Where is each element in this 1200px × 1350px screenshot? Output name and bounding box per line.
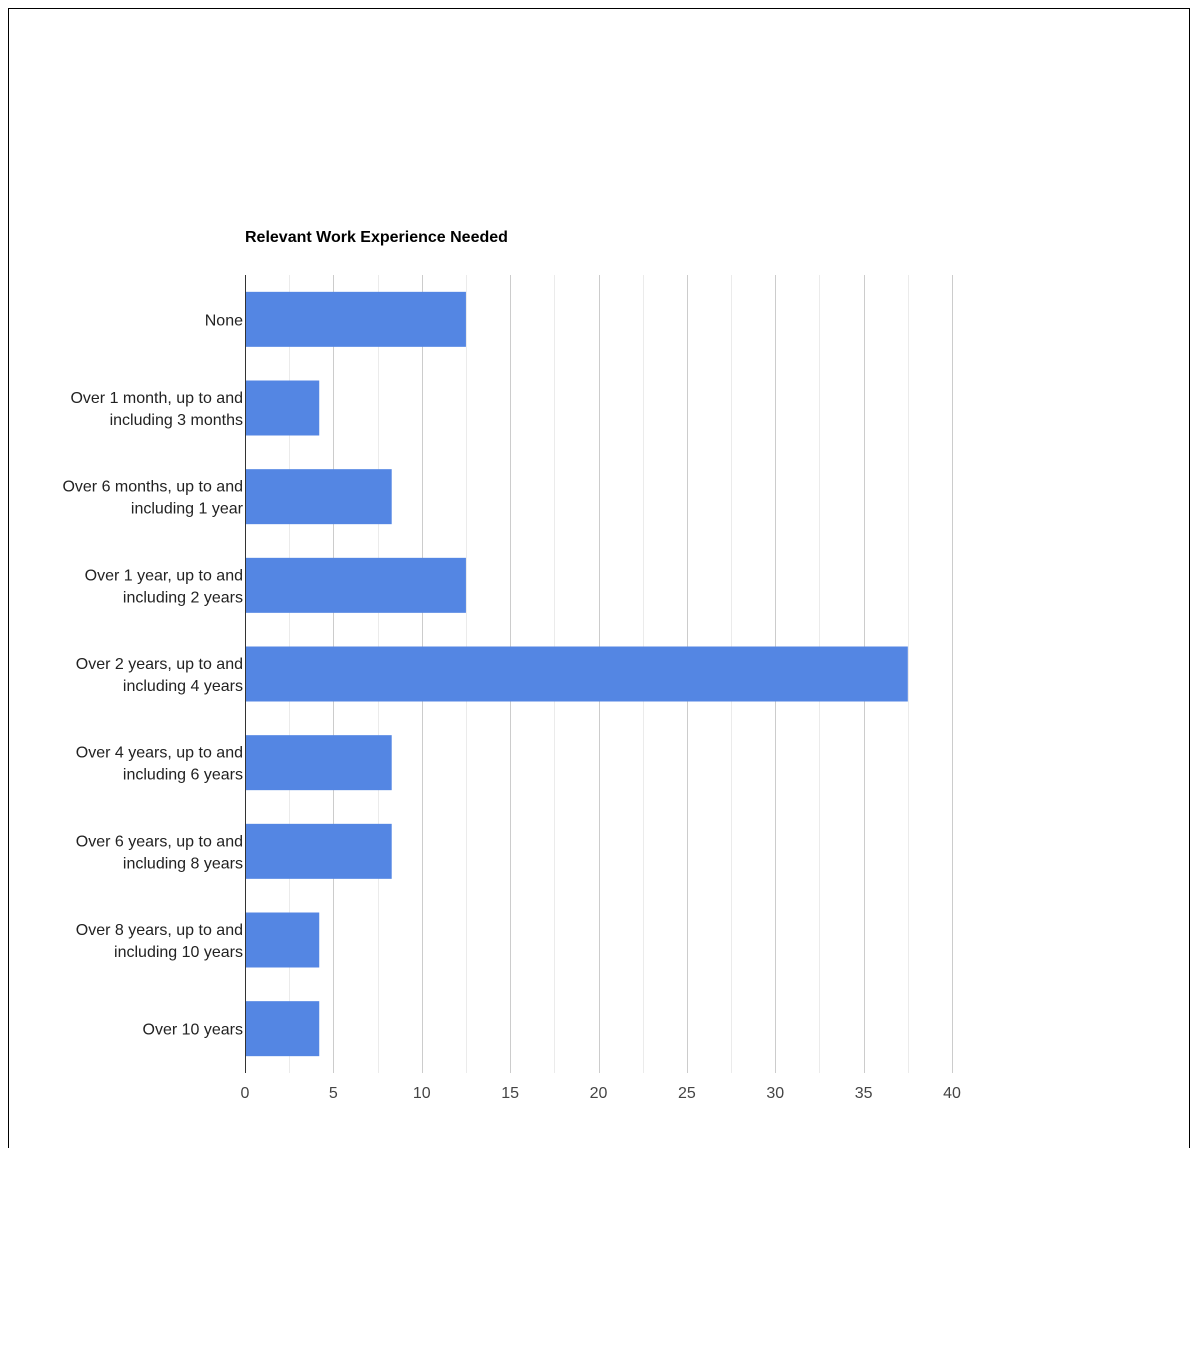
x-tick-label: 10 — [412, 1085, 431, 1102]
category-label-3 — [62, 479, 243, 518]
category-label-line: including 8 years — [122, 855, 243, 873]
category-label-line: including 3 months — [109, 412, 243, 429]
x-tick-label: 35 — [854, 1085, 873, 1102]
chart-title: Relevant Work Experience Needed — [245, 229, 508, 246]
bar-9 — [245, 1001, 319, 1056]
x-tick-label: 5 — [328, 1085, 338, 1102]
category-label-6 — [76, 745, 243, 784]
bar-6 — [245, 735, 392, 790]
category-label-line: including 6 years — [122, 766, 243, 784]
category-label-line: Over 8 years, up to and — [75, 922, 243, 939]
category-label-9 — [143, 1022, 243, 1039]
category-label-line: Over 2 years, up to and — [75, 656, 243, 673]
bar-3 — [245, 469, 392, 524]
category-label-5 — [76, 656, 243, 695]
category-label-line: including 10 years — [114, 944, 243, 961]
x-tick-label: 15 — [501, 1085, 520, 1102]
category-label-line: None — [204, 312, 243, 330]
bar-8 — [245, 913, 319, 968]
category-label-line: Over 1 year, up to and — [84, 567, 243, 585]
category-label-line: Over 6 months, up to and — [62, 478, 243, 496]
category-label-line: including 4 years — [122, 678, 243, 695]
category-label-1 — [205, 312, 243, 329]
bar-2 — [245, 381, 319, 436]
category-label-2 — [70, 390, 243, 429]
x-tick-label: 30 — [766, 1085, 785, 1102]
category-label-line: Over 6 years, up to and — [75, 833, 243, 851]
category-label-line: including 1 year — [130, 500, 243, 518]
bar-5 — [245, 647, 908, 702]
x-tick-label: 20 — [589, 1085, 608, 1102]
bar-7 — [245, 824, 392, 879]
category-label-line: Over 1 month, up to and — [70, 390, 243, 407]
bar-1 — [245, 292, 466, 347]
category-label-line: Over 4 years, up to and — [75, 744, 243, 762]
category-label-line: Over 10 years — [142, 1021, 243, 1039]
x-tick-label: 40 — [943, 1085, 961, 1102]
category-label-4 — [85, 567, 243, 606]
category-label-line: including 2 years — [122, 589, 243, 607]
x-tick-label: 0 — [240, 1085, 250, 1102]
category-label-8 — [76, 922, 243, 961]
category-label-7 — [76, 833, 243, 872]
x-tick-label: 25 — [677, 1085, 696, 1102]
bar-4 — [245, 558, 466, 613]
